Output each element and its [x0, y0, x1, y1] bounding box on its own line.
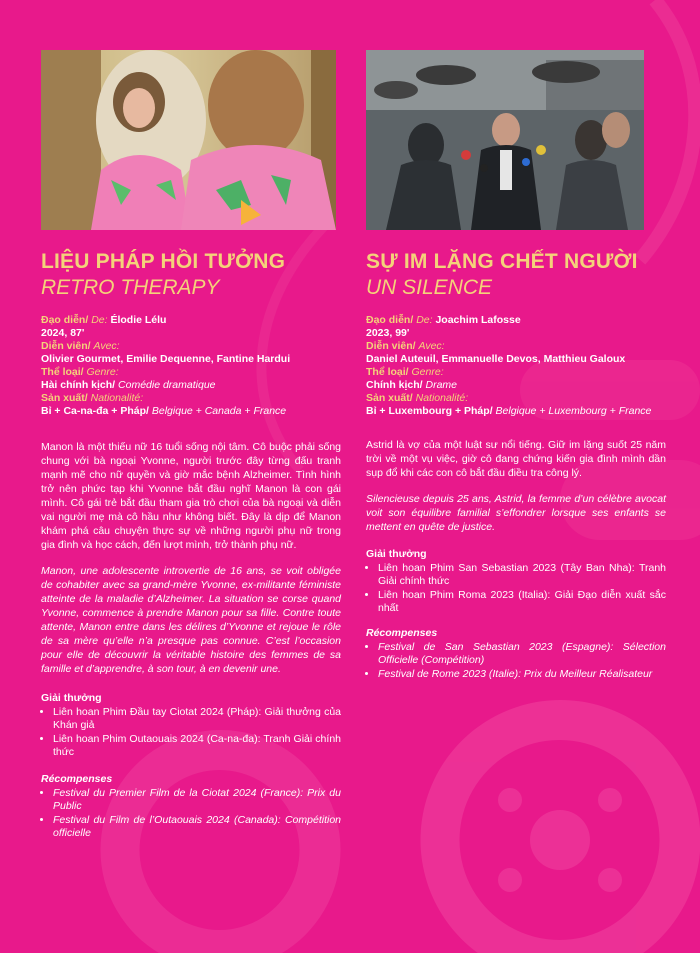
film-title-vi: SỰ IM LẶNG CHẾT NGƯỜI	[366, 250, 638, 273]
synopsis-vi: Astrid là vợ của một luật sư nổi tiếng. Giữ im lặng suốt 25 năm trời về một vụ việc, giờ cô đang chứng kiến gia đình mình dần sụp đổ khi các con cô bắt đầu điều tra công lý.	[366, 439, 666, 479]
genre-label-fr: Genre:	[411, 366, 444, 378]
film-title-vi: LIỆU PHÁP HỒI TƯỞNG	[41, 250, 286, 273]
award-item: • Festival du Film de l’Outaouais 2024 (Canada): Compétition officielle	[53, 814, 341, 840]
nationality-label: Sản xuất/	[41, 392, 88, 404]
award-item: • Liên hoan Phim Đầu tay Ciotat 2024 (Pháp): Giải thưởng của Khán giả	[53, 706, 341, 732]
genre-label: Thể loại/	[41, 366, 84, 378]
cast-names: Daniel Auteuil, Emmanuelle Devos, Matthieu Galoux	[366, 353, 626, 365]
film-card-un-silence	[366, 50, 666, 682]
film-still-retro-therapy	[41, 50, 336, 230]
award-item: • Liên hoan Phim San Sebastian 2023 (Tây Ban Nha): Tranh Giải chính thức	[378, 562, 666, 588]
cast-label: Diễn viên/	[41, 340, 91, 352]
cast-label: Diễn viên/	[366, 340, 416, 352]
nationality-vi: Bỉ + Luxembourg + Pháp/	[366, 405, 493, 417]
film-still-un-silence	[366, 50, 644, 230]
director-label: Đạo diễn/	[41, 314, 89, 326]
nationality-fr: Belgique + Luxembourg + France	[495, 405, 652, 417]
cast-names: Olivier Gourmet, Emilie Dequenne, Fantine Hardui	[41, 353, 291, 365]
synopsis-fr: Silencieuse depuis 25 ans, Astrid, la femme d’un célèbre avocat voit son équilibre familial s’effondrer lorsque ses enfants se mettent en quête de justice.	[366, 493, 666, 533]
award-item: • Liên hoan Phim Roma 2023 (Italia): Giải Đạo diễn xuất sắc nhất	[378, 589, 666, 615]
awards-title-vi: Giải thưởng	[366, 548, 427, 560]
film-title-fr: RETRO THERAPY	[41, 276, 220, 299]
awards-list-fr	[41, 787, 341, 840]
film-credits	[366, 314, 666, 418]
synopsis-fr: Manon, une adolescente introvertie de 16 ans, se voit obligée de cohabiter avec sa grand-mère Yvonne, ex-militante féministe atteinte de la maladie d’Alzheimer. La situation se corse quand Yvonne, commence à prendre Manon pour sa fille. Contre toute attente, Manon entre dans les délires d’Yvonne et rejoue le rôle de sa mère qu’elle n’a presque pas connue. C’est l’occasion pour elle de découvrir la véritable histoire des femmes de sa famille et d’apprendre, à son tour, à en devenir une.	[41, 565, 341, 675]
year-duration: 2024, 87'	[41, 327, 85, 339]
awards-title-vi: Giải thưởng	[41, 692, 102, 704]
awards-title-fr: Récompenses	[41, 773, 113, 785]
nationality-vi: Bỉ + Ca-na-đa + Pháp/	[41, 405, 149, 417]
award-item: • Festival de Rome 2023 (Italie): Prix du Meilleur Réalisateur	[378, 668, 666, 681]
genre-label-fr: Genre:	[86, 366, 119, 378]
award-item: • Liên hoan Phim Outaouais 2024 (Ca-na-đa): Tranh Giải chính thức	[53, 733, 341, 759]
director-label-fr: De:	[91, 314, 108, 326]
award-item: • Festival du Premier Film de la Ciotat 2024 (France): Prix du Public	[53, 787, 341, 813]
genre-fr: Comédie dramatique	[118, 379, 216, 391]
synopsis-vi: Manon là một thiếu nữ 16 tuổi sống nội tâm. Cô buộc phải sống chung với bà ngoại Yvonne, người trước đây từng đấu tranh mạnh mẽ cho nữ quyền và giờ mắc bệnh Alzheimer. Tình hình trở nên phức tạp khi Yvonne bắt đầu nghĩ Manon là con gái mình. Cô gái trẻ bắt đầu tham gia trò chơi của bà ngoại và diễn vai người mẹ mà cô hầu như không biết. Đây là dịp để Manon khám phá câu chuyện thực sự về những người phụ nữ trong gia đình và học cách, đến lượt mình, trở thành phụ nữ.	[41, 441, 341, 551]
nationality-label: Sản xuất/	[366, 392, 413, 404]
genre-label: Thể loại/	[366, 366, 409, 378]
cast-label-fr: Avec:	[93, 340, 120, 352]
awards-title-fr: Récompenses	[366, 627, 438, 639]
year-duration: 2023, 99'	[366, 327, 410, 339]
nationality-label-fr: Nationalité:	[90, 392, 144, 404]
genre-fr: Drame	[425, 379, 458, 391]
awards-list-vi	[41, 706, 341, 759]
director-label: Đạo diễn/	[366, 314, 414, 326]
director-name: Joachim Lafosse	[435, 314, 521, 326]
nationality-fr: Belgique + Canada + France	[151, 405, 287, 417]
awards-list-vi	[366, 562, 666, 615]
director-label-fr: De:	[416, 314, 433, 326]
award-item: • Festival de San Sebastian 2023 (Espagne): Sélection Officielle (Compétition)	[378, 641, 666, 667]
cast-label-fr: Avec:	[418, 340, 445, 352]
film-card-retro-therapy	[41, 50, 341, 841]
film-title-fr: UN SILENCE	[366, 276, 493, 299]
genre-vi: Hài chính kịch/	[41, 379, 116, 391]
awards-list-fr	[366, 641, 666, 681]
genre-vi: Chính kịch/	[366, 379, 423, 391]
nationality-label-fr: Nationalité:	[415, 392, 469, 404]
director-name: Élodie Lélu	[110, 314, 167, 326]
film-credits	[41, 314, 341, 418]
